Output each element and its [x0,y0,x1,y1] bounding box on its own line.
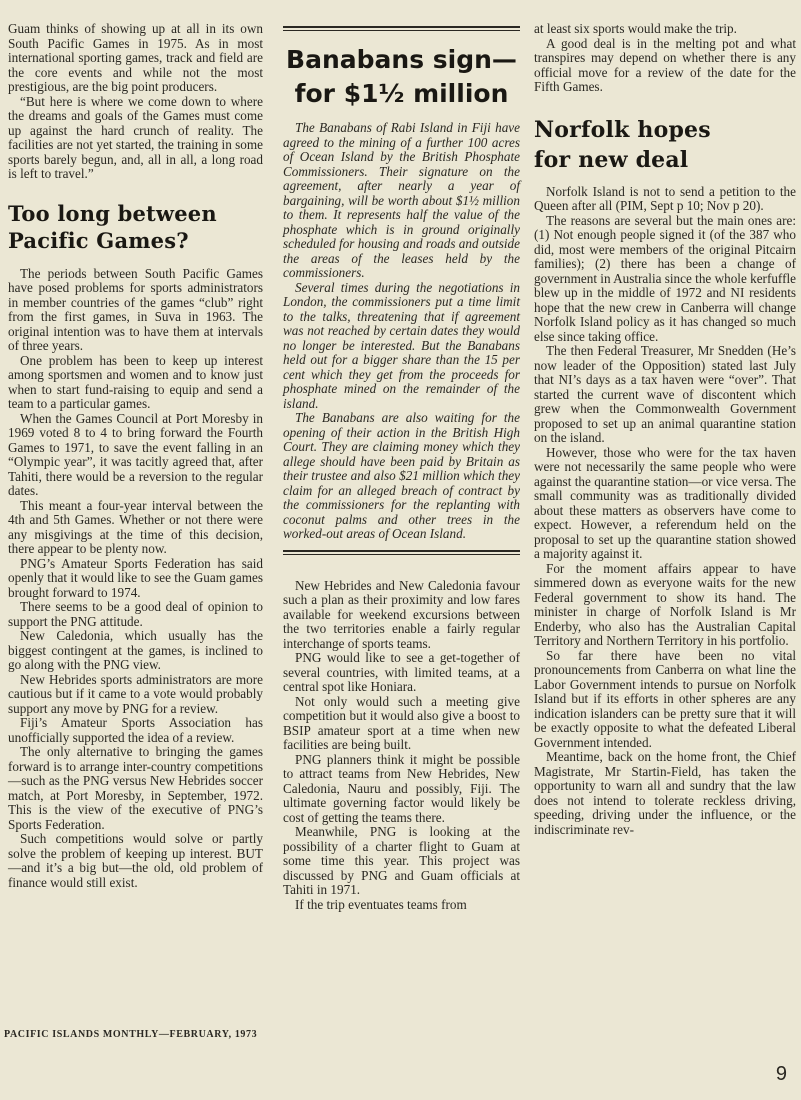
paragraph: New Caledonia, which usually has the biggest contingent at the games, is inclined to go along with the PNG view. [8,628,263,672]
banabans-article [283,121,520,542]
paragraph: Meantime, back on the home front, the Chief Magistrate, Mr Startin-Field, has taken the opportunity to warn all and sundry that the law does not intend to tolerate reckless driving, speeding, driving under the influence, or the indiscriminate rev- [534,749,796,837]
paragraph: Fiji’s Amateur Sports Association has unofficially supported the idea of a review. [8,715,263,745]
paragraph: Meanwhile, PNG is looking at the possibility of a charter flight to Guam at some time this year. This project was discussed by PNG and Guam officials at Tahiti in 1971. [283,824,520,897]
headline-line: Norfolk hopes [534,116,711,143]
headline-line: for $1½ million [294,79,509,108]
article-body [8,267,263,891]
headline-line: Too long between [8,200,217,226]
column-left [8,0,263,890]
intro-paragraph: Guam thinks of showing up at all in its own South Pacific Games in 1975. As in most international sporting games, track and field are the core events and while not the most prestigious, are the big point producers. [8,21,263,94]
intro-paragraph: “But here is where we come down to where the dreams and goals of the Games must come up against the hard crunch of reality. The facilities are not yet started, the training in some sports barely begun, and, all in all, a long road is left to travel.” [8,93,263,181]
headline-pacific-games [8,200,263,254]
italic-paragraph: The Banabans of Rabi Island in Fiji have agreed to the mining of a further 100 acres of Ocean Island by the British Phosphate Commissioners. Their signature on the agreement, after nearly a year of bargaining, will be worth about $1½ million to them. It represents half the value of the phosphate which is in ground originally scheduled for housing and roads and outside the areas of the leases held by the commissioners. [283,120,520,280]
headline-line: Pacific Games? [8,227,189,253]
headline-banabans [283,43,520,111]
column-middle [283,0,520,912]
paragraph: The then Federal Treasurer, Mr Snedden (He’s now leader of the Opposition) stated last July that NI’s days as a tax haven were “over”. That started the current wave of discontent which grew when the Commonwealth Government proposed to set up an animal quarantine station on the island. [534,343,796,445]
paragraph: PNG planners think it might be possible to attract teams from New Hebrides, New Caledonia, Nauru and possibly, Fiji. The ultimate governing factor would likely be cost of getting the teams there. [283,751,520,825]
headline-line: Banabans sign— [286,45,517,74]
paragraph: However, those who were for the tax haven were not necessarily the same people who were against the quarantine station—or vice versa. The small community was as traditionally divided about these matters as observers have come to expect. However, a referendum held on the proposal to set up the quarantine station showed a majority against it. [534,444,796,561]
headline-line: for new deal [534,146,689,173]
paragraph: A good deal is in the melting pot and what transpires may depend on whether there is any official move for a review of the date for the Fifth Games. [534,35,796,94]
paragraph: The only alternative to bringing the games forward is to arrange inter-country competitions—such as the PNG versus New Hebrides soccer match, at Port Moresby, in September, 1972. This is the view of the executive of PNG’s Sports Federation. [8,744,263,832]
page-footer: PACIFIC ISLANDS MONTHLY—FEBRUARY, 1973 [4,1029,258,1040]
paragraph: Such competitions would solve or partly solve the problem of keeping up interest. BUT—and it’s a big but—the old, old problem of finance would still exist. [8,831,263,890]
headline-norfolk [534,115,796,175]
paragraph: New Hebrides sports administrators are more cautious but if it came to a vote would probably support any move by PNG for a review. [8,671,263,716]
paragraph: at least six sports would make the trip. [534,21,737,36]
paragraph: Norfolk Island is not to send a petition to the Queen after all (PIM, Sept p 10; Nov p 20). [534,183,796,213]
paragraph: This meant a four-year interval between the 4th and 5th Games. Whether or not there were any misgivings at the time of this decision, there appear to be plenty now. [8,497,263,556]
paragraph: The periods between South Pacific Games have posed problems for sports administrators in member countries of the games “club” right from the first games, in Suva in 1963. The original intention was to have them at intervals of three years. [8,265,263,353]
italic-paragraph: The Banabans are also waiting for the opening of their action in the British High Court. They are claiming money which they allege should have been paid by Britain as their trustee and also $21 million which they claim for an alleged breach of contract by the commissioners for the replanting with coconut palms and other trees in the worked-out areas of Ocean Island. [283,410,520,541]
italic-paragraph: Several times during the negotiations in London, the commissioners put a time limit to the talks, threatening that if agreement was not reached by certain dates they would no longer be interested. But the Banabans held out for a bigger share than the 15 per cent which they get from the proceeds for phosphate mined on the remainder of the island. [283,279,520,411]
article-body-continued [283,579,520,913]
paragraph: New Hebrides and New Caledonia favour such a plan as their proximity and low fares available for weekend excursions between the two territories enable a fairly regular interchange of sports teams. [283,577,520,651]
page-number: 9 [775,1063,787,1085]
paragraph: When the Games Council at Port Moresby in 1969 voted 8 to 4 to bring forward the Fourth Games to 1971, to save the event falling in an “Olympic year”, it was tacitly agreed that, after Tahiti, there would be a reversion to the regular dates. [8,410,263,498]
paragraph: One problem has been to keep up interest among sportsmen and women and to know just when to start fund-raising to equip and send a team to a particular games. [8,352,263,411]
paragraph: PNG’s Amateur Sports Federation has said openly that it would like to see the Guam games brought forward to 1974. [8,555,263,600]
paragraph: PNG would like to see a get-together of several countries, with limited teams, at a central spot like Honiara. [283,650,520,694]
paragraph: The reasons are several but the main ones are: (1) Not enough people signed it (of the 387 who did, most were members of the original Pitcairn families); (2) there has been a change of government in Australia since the whole kerfuffle blew up in the middle of 1972 and NI residents hope that the new crew in Canberra will change Norfolk Island policy as it has changed so much else since taking office. [534,212,796,344]
paragraph: If the trip eventuates teams from [295,896,467,912]
paragraph: Not only would such a meeting give competition but it would also give a boost to BSIP amateur sport at a time when new facilities are being built. [283,693,520,752]
paragraph: There seems to be a good deal of opinion to support the PNG attitude. [8,599,263,629]
paragraph: For the moment affairs appear to have simmered down as everyone waits for the new Federal government to show its hand. The minister in charge of Norfolk Island is Mr Enderby, who also has the Australian Capital Territory and Northern Territory in his portfolio. [534,560,796,648]
norfolk-article [534,185,796,838]
column-right [534,0,796,837]
paragraph: So far there have been no vital pronouncements from Canberra on what line the Labor Government intends to pursue on Norfolk Island but if its efforts in other spheres are any indication islanders can be pretty sure that it will be exactly opposite to what the defeated Liberal Government intended. [534,647,796,750]
